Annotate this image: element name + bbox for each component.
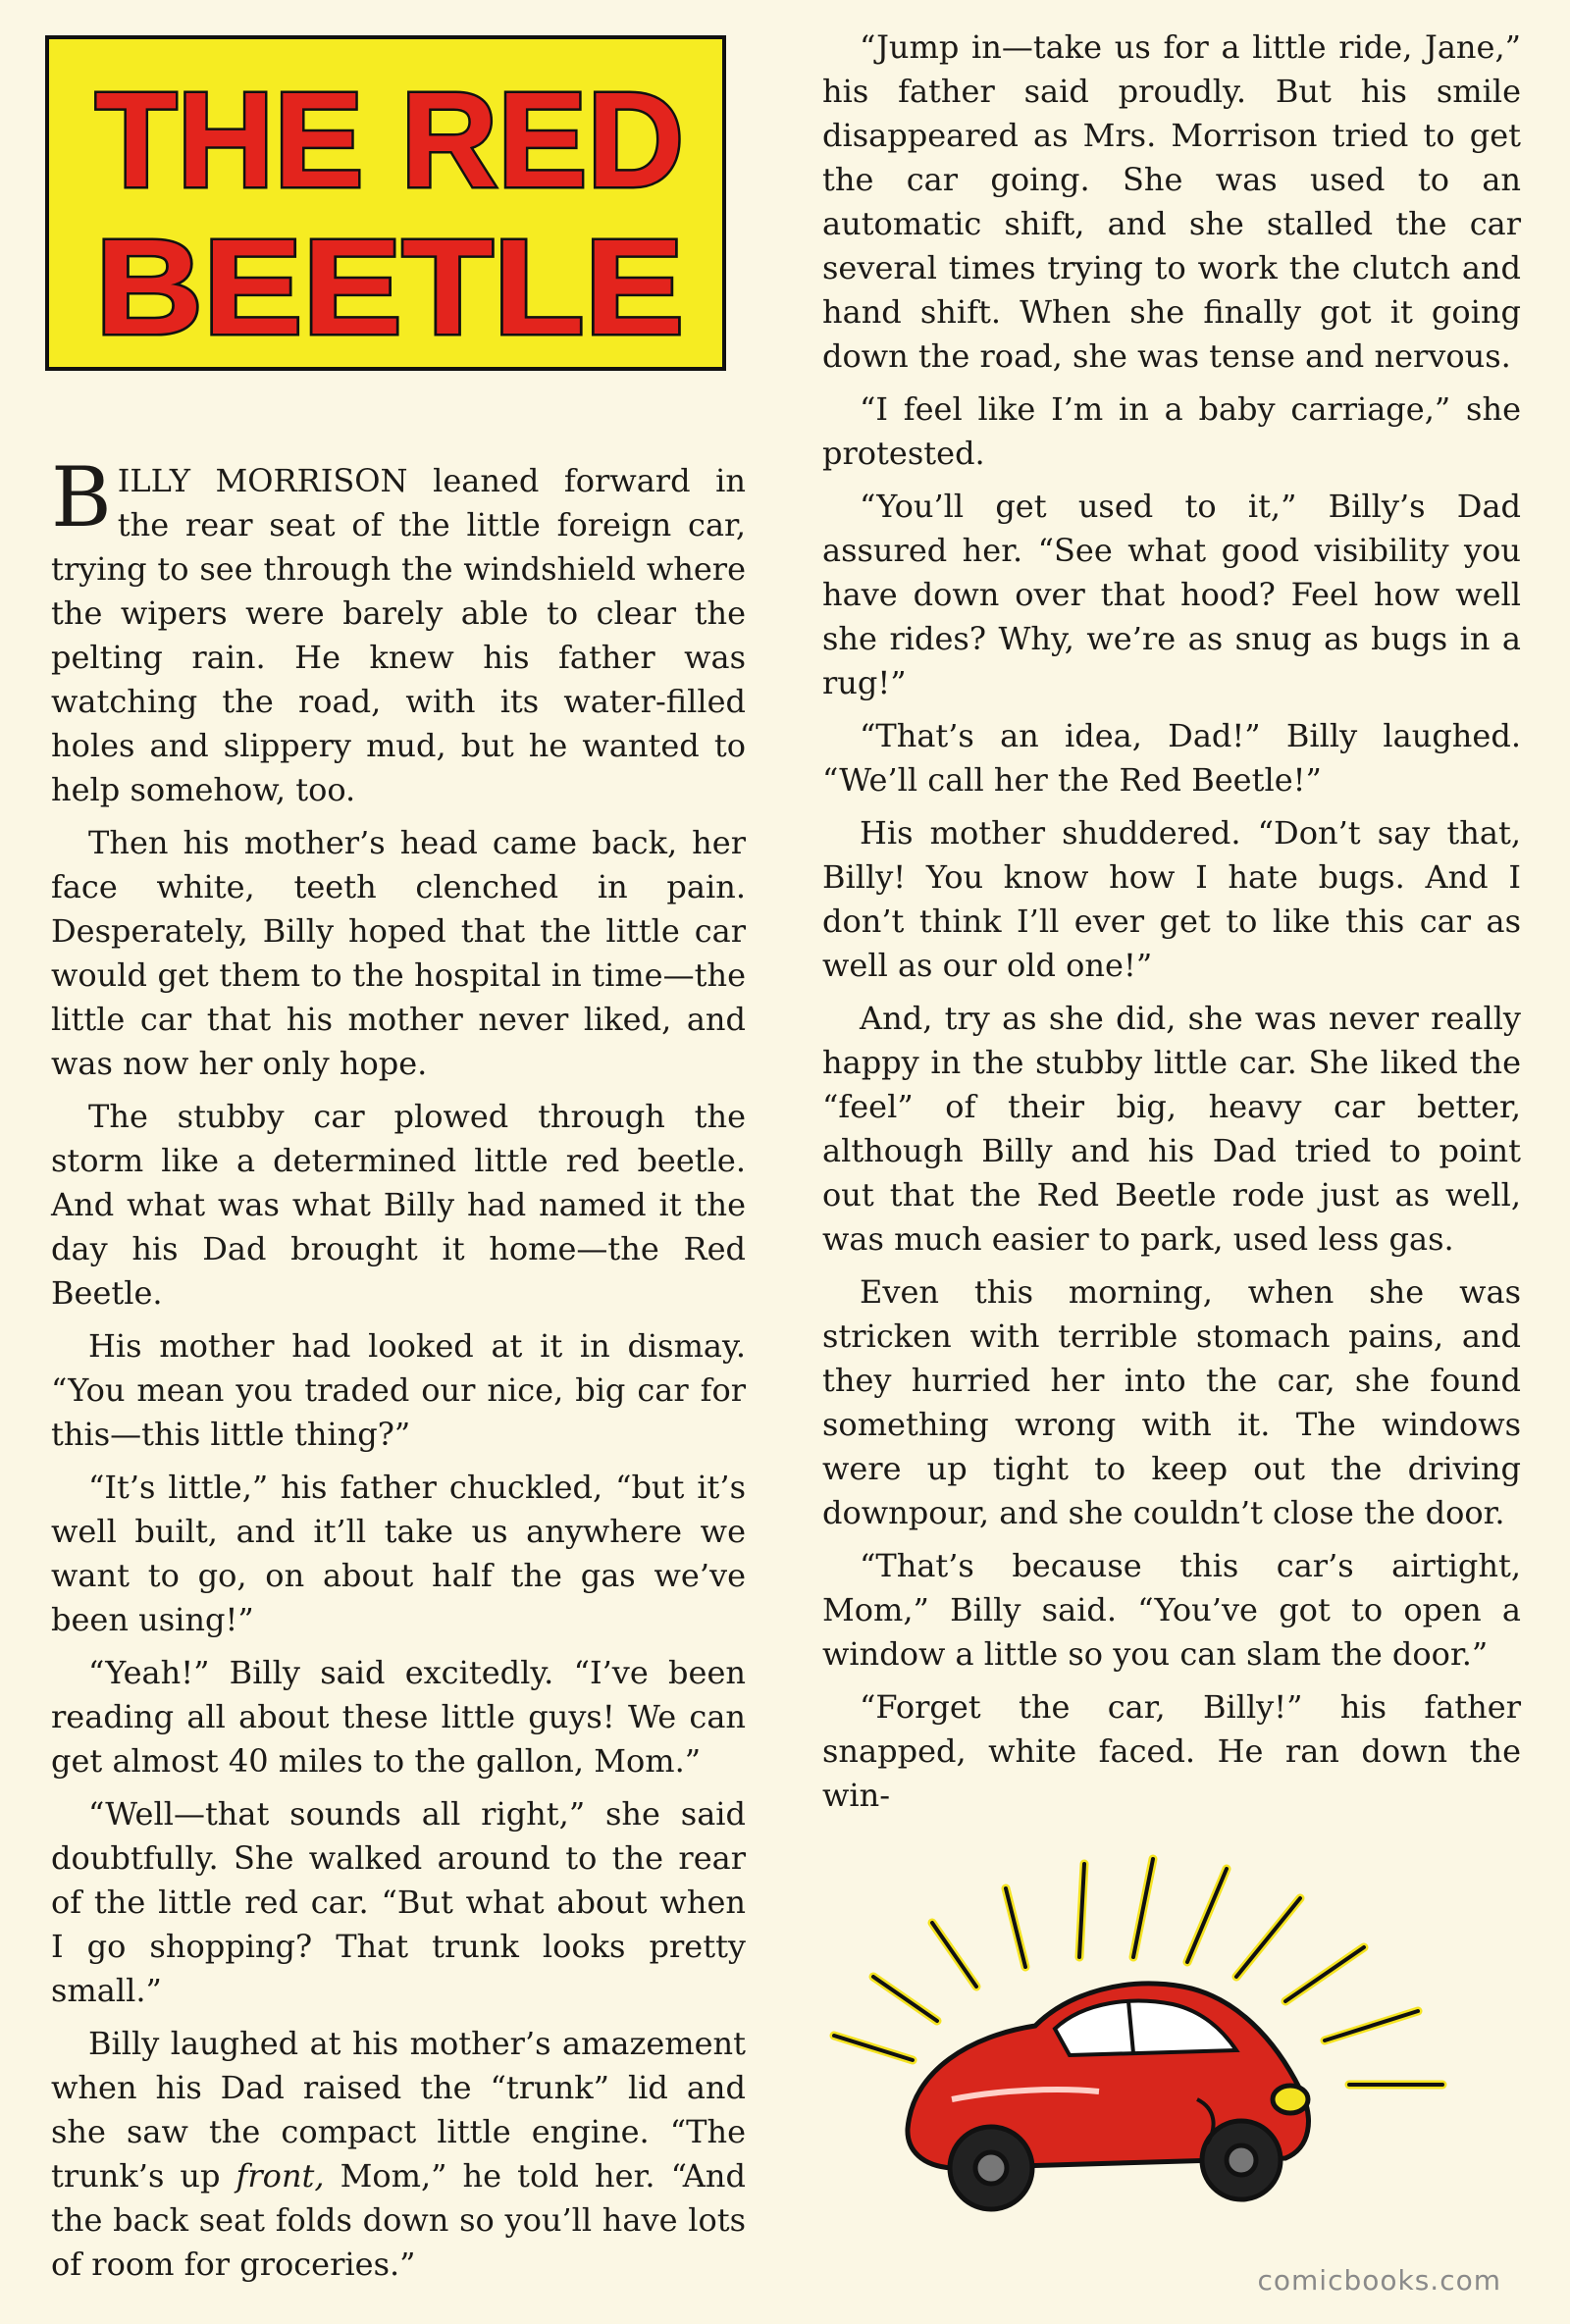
story-paragraph: Billy laughed at his mother’s amazement when his Dad raised the “trunk” lid and she saw the compact little engine. “The trunk’s up front, Mom,” he told her. “And the back seat folds down so you’ll have lots of room for groceries.” [51, 2025, 747, 2283]
drop-cap: B [51, 449, 112, 545]
title-panel [45, 35, 726, 371]
story-paragraph: “I feel like I’m in a baby carriage,” she protested. [822, 390, 1521, 472]
story-paragraph: “That’s because this car’s airtight, Mom,” Billy said. “You’ve got to open a window a little so you can slam the door.” [822, 1547, 1521, 1673]
story-paragraph: His mother shuddered. “Don’t say that, Billy! You know how I hate bugs. And I don’t think I’ll ever get to like this car as well as our old one!” [822, 814, 1521, 984]
story-paragraph: “You’ll get used to it,” Billy’s Dad assured her. “See what good visibility you have down over that hood? Feel how well she rides? Why, we’re as snug as bugs in a rug!” [822, 488, 1521, 701]
story-paragraph: “Yeah!” Billy said excitedly. “I’ve been reading all about these little guys! We can get almost 40 miles to the gallon, Mom.” [51, 1654, 746, 1780]
title-line-2: BEETLE [95, 212, 684, 363]
story-paragraph: “Forget the car, Billy!” his father snapped, white faced. He ran down the win- [822, 1688, 1521, 1814]
story-paragraph: BILLY MORRISON leaned forward in the rear seat of the little foreign car, trying to see through the windshield where the wipers were barely able to clear the pelting rain. He knew his father was watching the road, with its water-filled holes and slippery mud, but he wanted to help somehow, too. [51, 449, 746, 808]
story-column-left [51, 449, 747, 2296]
car-body [908, 1984, 1308, 2209]
story-paragraph: “Well—that sounds all right,” she said doubtfully. She walked around to the rear of the little red car. “But what about when I go shopping? That trunk looks pretty small.” [51, 1795, 746, 2009]
red-beetle-car-illustration [805, 1805, 1492, 2237]
story-paragraph: His mother had looked at it in dismay. “You mean you traded our nice, big car for this—this little thing?” [51, 1327, 746, 1453]
story-paragraph: The stubby car plowed through the storm like a determined little red beetle. And what was what Billy had named it the day his Dad brought it home—the Red Beetle. [51, 1098, 746, 1312]
title-line-1: THE RED [95, 65, 684, 216]
story-paragraph: “It’s little,” his father chuckled, “but it’s well built, and it’ll take us anywhere we want to go, on about half the gas we’ve been using!” [51, 1469, 746, 1638]
story-paragraph: “Jump in—take us for a little ride, Jane,” his father said proudly. But his smile disappeared as Mrs. Morrison tried to get the car going. She was used to an automatic shift, and she stalled the car several times trying to work the clutch and hand shift. When she finally got it going down the road, she was tense and nervous. [822, 28, 1521, 375]
story-paragraph: And, try as she did, she was never really happy in the stubby little car. She liked the “feel” of their big, heavy car better, although Billy and his Dad tried to point out that the Red Beetle rode just as well, was much easier to park, used less gas. [822, 1000, 1521, 1258]
story-paragraph: Then his mother’s head came back, her face white, teeth clenched in pain. Desperately, Billy hoped that the little car would get them to the hospital in time—the little car that his mother never liked, and was now her only hope. [51, 824, 746, 1082]
watermark: comicbooks.com [1257, 2264, 1501, 2297]
story-column-right [822, 26, 1521, 1827]
story-paragraph: “That’s an idea, Dad!” Billy laughed. “We’ll call her the Red Beetle!” [822, 717, 1521, 799]
story-paragraph: Even this morning, when she was stricken with terrible stomach pains, and they hurried her into the car, she found something wrong with it. The windows were up tight to keep out the driving downpour, and she couldn’t close the door. [822, 1273, 1521, 1531]
